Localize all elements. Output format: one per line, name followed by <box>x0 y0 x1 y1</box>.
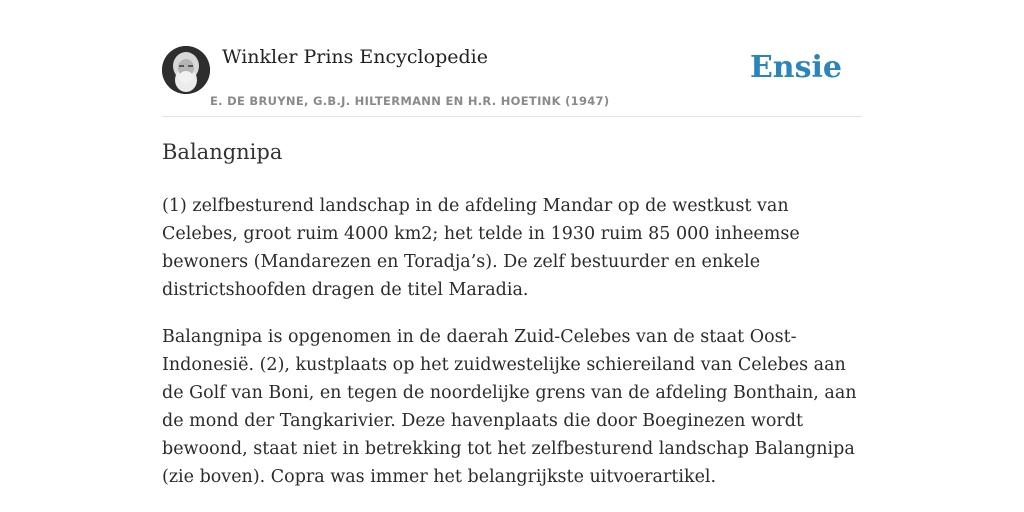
entry-paragraph: Balangnipa is opgenomen in de daerah Zuid-Celebes van de staat Oost-Indonesië. (2), kustplaats op het zuidwestelijke schiereiland van Celebes aan de Golf van Boni, en tegen de noordelijke grens van de afdeling Bonthain, aan de mond der Tangkarivier. Deze havenplaats die door Boeginezen wordt bewoond, staat niet in betrekking tot het zelfbesturend landschap Balangnipa (zie boven). Copra was immer het belangrijkste uitvoerartikel. <box>162 327 857 487</box>
entry-title: Balangnipa <box>162 140 283 164</box>
source-header <box>162 44 862 117</box>
entry-paragraph: (1) zelfbesturend landschap in de afdeling Mandar op de westkust van Celebes, groot ruim 4000 km2; het telde in 1930 ruim 85 000 inheemse bewoners (Mandarezen en Toradja’s). De zelf bestuurder en enkele districtshoofden dragen de titel Maradia. <box>162 196 800 300</box>
entry-body <box>162 192 862 510</box>
source-title[interactable]: Winkler Prins Encyclopedie <box>222 46 488 68</box>
ensie-logo[interactable]: Ensie <box>749 50 842 85</box>
author-avatar[interactable] <box>162 46 210 94</box>
source-authors: E. DE BRUYNE, G.B.J. HILTERMANN EN H.R. HOETINK (1947) <box>210 94 610 108</box>
